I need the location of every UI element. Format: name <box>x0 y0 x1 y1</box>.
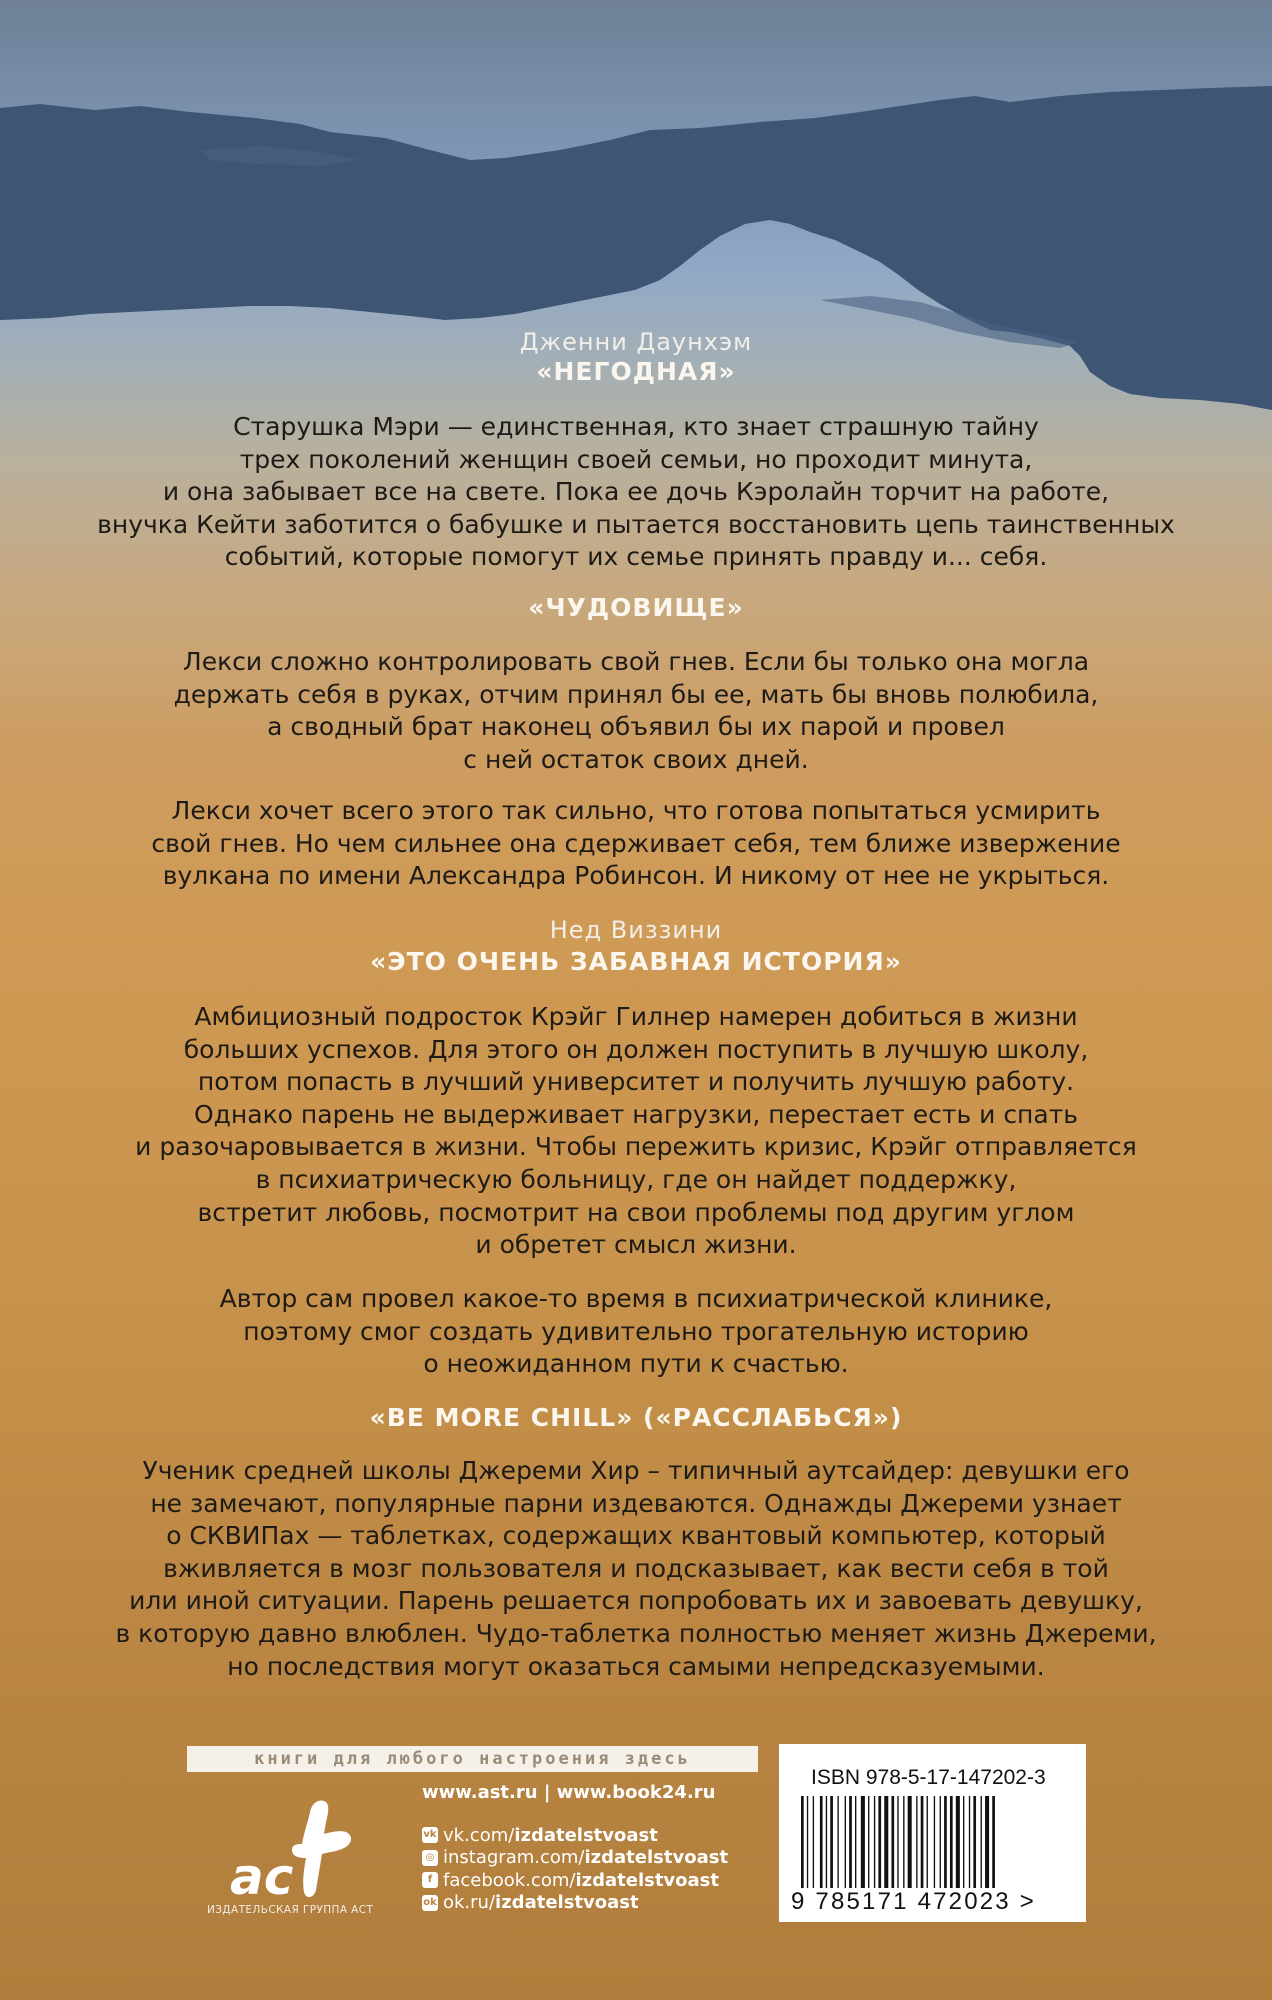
social-link-facebook[interactable] <box>422 1869 728 1892</box>
barcode-bar <box>981 1796 982 1888</box>
book2-title: «ЧУДОВИЩЕ» <box>528 593 744 622</box>
book3-annotation-1 <box>0 1001 1272 1262</box>
barcode-bar <box>973 1796 976 1888</box>
barcode-bar <box>940 1796 941 1888</box>
social-link-instagram[interactable] <box>422 1847 728 1870</box>
social-host: instagram.com/ <box>443 1847 585 1869</box>
book1-author: Дженни Даунхэм <box>519 328 753 356</box>
text-line: не замечают, популярные парни издеваются. Однажды Джереми узнает <box>150 1488 1122 1518</box>
barcode-bar <box>874 1796 875 1888</box>
text-line: о неожиданном пути к счастью. <box>423 1349 849 1379</box>
book4-annotation <box>0 1455 1272 1683</box>
barcode-icon <box>801 1796 1069 1896</box>
book3-annotation-2 <box>0 1283 1272 1381</box>
barcode-bar <box>830 1796 833 1888</box>
tagline-strip: книги для любого настроения здесь <box>187 1746 758 1772</box>
text-line: Лекси хочет всего этого так сильно, что готова попытаться усмирить <box>171 796 1101 825</box>
barcode-bar <box>807 1796 808 1888</box>
social-handle: izdatelstvoast <box>495 1892 639 1914</box>
barcode-bar <box>855 1796 856 1888</box>
text-line: больших успехов. Для этого он должен поступить в лучшую школу, <box>183 1034 1089 1064</box>
barcode-bar <box>897 1796 898 1888</box>
barcode-bar <box>969 1796 970 1888</box>
text-line: но последствия могут оказаться самыми непредсказуемыми. <box>227 1651 1045 1681</box>
text-line: держать себя в руках, отчим принял бы ее, мать бы вновь полюбила, <box>173 679 1099 709</box>
barcode-bar <box>820 1796 823 1888</box>
text-line: вулкана по имени Александра Робинсон. И никому от нее не укрыться. <box>162 861 1110 891</box>
book1-title: «НЕГОДНАЯ» <box>536 357 736 386</box>
text-line: о СКВИПах — таблетках, содержащих квантовый компьютер, который <box>166 1521 1106 1551</box>
ok-icon: ok <box>422 1895 438 1911</box>
text-line: и она забывает все на свете. Пока ее дочь Кэролайн торчит на работе, <box>162 477 1110 507</box>
barcode-bar <box>861 1796 865 1888</box>
book3-title: «ЭТО ОЧЕНЬ ЗАБАВНАЯ ИСТОРИЯ» <box>370 947 902 976</box>
barcode-bar <box>921 1796 924 1888</box>
text-line: в психиатрическую больницу, где он найдет поддержку, <box>255 1164 1017 1194</box>
barcode-bar <box>878 1796 881 1888</box>
social-host: facebook.com/ <box>443 1869 576 1891</box>
text-line: с ней остаток своих дней. <box>463 744 809 774</box>
barcode-bar <box>950 1796 953 1888</box>
book4-title: «BE MORE CHILL» («РАССЛАБЬСЯ») <box>369 1403 903 1432</box>
barcode-bar <box>908 1796 912 1888</box>
social-handle: izdatelstvoast <box>514 1824 658 1846</box>
vk-icon: vk <box>422 1827 438 1843</box>
text-line: трех поколений женщин своей семьи, но проходит минута, <box>239 444 1033 474</box>
text-line: и разочаровывается в жизни. Чтобы пережить кризис, Крэйг отправляется <box>135 1132 1137 1162</box>
instagram-icon: ◎ <box>422 1850 438 1866</box>
text-line: или иной ситуации. Парень решается попробовать их и завоевать девушку, <box>129 1586 1143 1616</box>
text-line: Лекси сложно контролировать свой гнев. Если бы только она могла <box>182 647 1090 676</box>
barcode-bar <box>992 1796 995 1888</box>
barcode-bar <box>916 1796 917 1888</box>
text-line: Автор сам провел какое-то время в психиатрической клинике, <box>219 1284 1053 1313</box>
facebook-icon: f <box>422 1872 438 1888</box>
barcode-bar <box>956 1796 960 1888</box>
text-line: а сводный брат наконец объявил бы их парой и провел <box>267 712 1005 742</box>
isbn-barcode-box <box>779 1744 1086 1922</box>
social-handle: izdatelstvoast <box>575 1869 719 1891</box>
website-links[interactable]: www.ast.ru | www.book24.ru <box>422 1782 716 1803</box>
text-line: внучка Кейти заботится о бабушке и пытается восстановить цепь таинственных <box>97 509 1175 539</box>
barcode-bar <box>849 1796 852 1888</box>
barcode-bar <box>801 1796 804 1888</box>
barcode-bar <box>837 1796 838 1888</box>
text-line: вживляется в мозг пользователя и подсказывает, как вести себя в той <box>163 1553 1109 1583</box>
text-line: и обретет смысл жизни. <box>475 1230 797 1260</box>
book2-annotation-1 <box>0 646 1272 776</box>
barcode-bar <box>963 1796 964 1888</box>
social-host: ok.ru/ <box>443 1892 496 1914</box>
barcode-bar <box>868 1796 869 1888</box>
publisher-footer <box>0 1740 1272 2000</box>
social-host: vk.com/ <box>443 1824 515 1846</box>
book1-annotation <box>0 411 1272 574</box>
text-line: Старушка Мэри — единственная, кто знает страшную тайну <box>233 412 1039 441</box>
barcode-bar <box>944 1796 947 1888</box>
ast-logo-icon <box>206 1782 396 1942</box>
ast-logo-letters: ас <box>230 1848 294 1906</box>
social-handle: izdatelstvoast <box>584 1847 729 1869</box>
text-line: в которую давно влюблен. Чудо-таблетка полностью меняет жизнь Джереми, <box>115 1618 1157 1648</box>
text-line: Однако парень не выдерживает нагрузки, перестает есть и спать <box>193 1099 1079 1129</box>
text-line: Ученик средней школы Джереми Хир – типичный аутсайдер: девушки его <box>142 1456 1130 1485</box>
barcode-bar <box>927 1796 928 1888</box>
cross-figure <box>292 1800 351 1897</box>
barcode-bar <box>826 1796 827 1888</box>
barcode-bar <box>884 1796 888 1888</box>
text-line: поэтому смог создать удивительно трогательную историю <box>243 1316 1029 1346</box>
social-link-vk[interactable] <box>422 1824 728 1847</box>
book2-annotation-2 <box>0 795 1272 893</box>
barcode-bar <box>985 1796 989 1888</box>
text-line: встретит любовь, посмотрит на свои проблемы под другим углом <box>197 1197 1075 1227</box>
text-line: свой гнев. Но чем сильнее она сдерживает себя, тем ближе извержение <box>151 828 1121 858</box>
social-links <box>422 1824 728 1914</box>
publisher-caption: ИЗДАТЕЛЬСКАЯ ГРУППА АСТ <box>207 1904 374 1916</box>
text-line: потом попасть в лучший университет и получить лучшую работу. <box>197 1067 1075 1097</box>
social-link-ok[interactable] <box>422 1892 728 1915</box>
barcode-digits: 9 785171 472023 > <box>791 1888 1036 1915</box>
book3-author: Нед Виззини <box>549 916 723 944</box>
barcode-bar <box>903 1796 904 1888</box>
barcode-bar <box>845 1796 846 1888</box>
text-line: событий, которые помогут их семье принять правду и... себя. <box>224 542 1048 572</box>
barcode-bar <box>813 1796 814 1888</box>
text-line: Амбициозный подросток Крэйг Гилнер намерен добиться в жизни <box>194 1002 1078 1031</box>
isbn-label: ISBN 978-5-17-147202-3 <box>811 1766 1046 1789</box>
barcode-bar <box>934 1796 935 1888</box>
barcode-bar <box>891 1796 894 1888</box>
